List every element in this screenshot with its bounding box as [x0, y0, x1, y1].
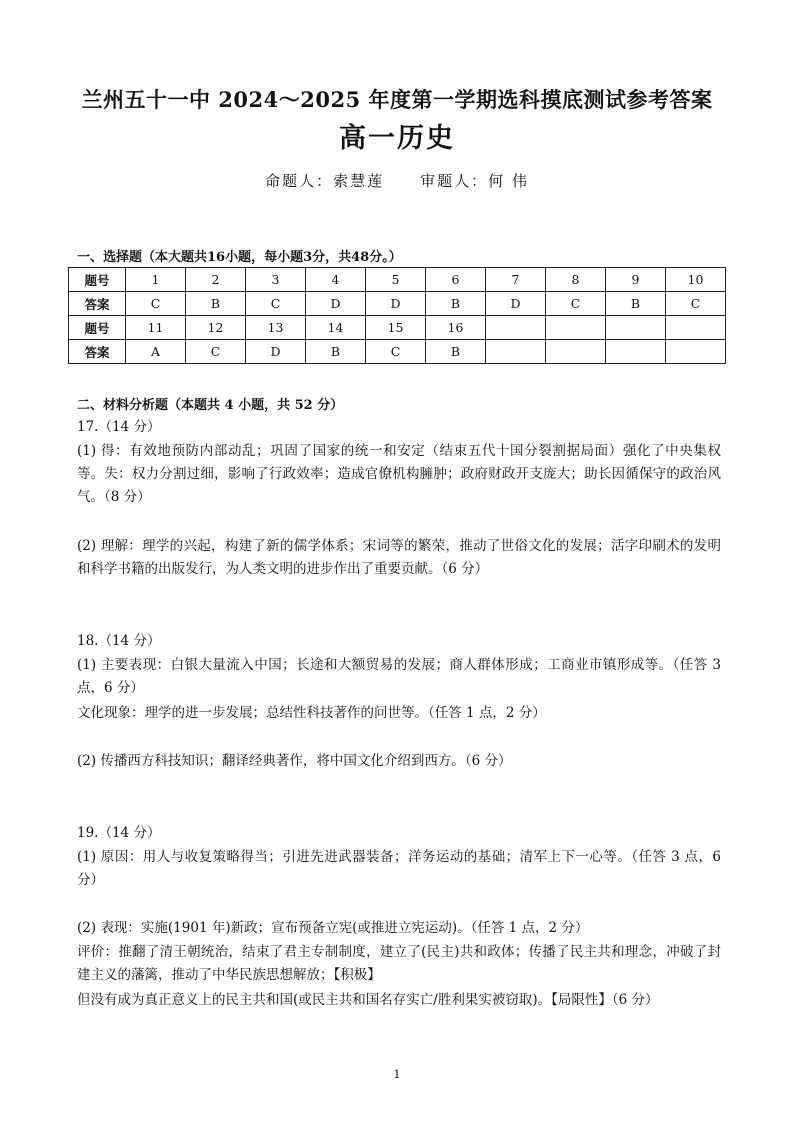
- q17-part2: (2) 理解：理学的兴起，构建了新的儒学体系；宋词等的繁荣，推动了世俗文化的发展；活字印刷术的发明和科学书籍的出版发行，为人类文明的进步作出了重要贡献。（6 分）: [77, 538, 721, 577]
- answer-cell: A: [126, 340, 186, 364]
- answer-table: [68, 267, 726, 364]
- table-row: [69, 340, 726, 364]
- question-number: 16: [426, 316, 486, 340]
- question-number: 10: [666, 268, 726, 292]
- q18-part1: (1) 主要表现：白银大量流入中国；长途和大额贸易的发展；商人群体形成；工商业市镇形成等。（任答 3 点，6 分）: [77, 657, 721, 696]
- row-label: 题号: [69, 316, 126, 340]
- answer-cell: [606, 340, 666, 364]
- question-number: 6: [426, 268, 486, 292]
- question-number: 9: [606, 268, 666, 292]
- question-number: 5: [366, 268, 426, 292]
- table-row: [69, 268, 726, 292]
- q17-title: 17.（14 分）: [77, 419, 161, 435]
- question-number: 11: [126, 316, 186, 340]
- document-title: 兰州五十一中 2024～2025 年度第一学期选科摸底测试参考答案: [81, 87, 713, 112]
- answer-cell: B: [426, 292, 486, 316]
- question-reviewer: 审题人：何 伟: [420, 172, 529, 190]
- answer-cell: D: [366, 292, 426, 316]
- row-label: 题号: [69, 268, 126, 292]
- question-number: [666, 316, 726, 340]
- q19-evaluation: 评价：推翻了清王朝统治，结束了君主专制制度，建立了(民主)共和政体；传播了民主共和理念，冲破了封建主义的藩篱，推动了中华民族思想解放；【积极】: [77, 944, 721, 983]
- question-number: 14: [306, 316, 366, 340]
- question-number: [606, 316, 666, 340]
- q17-part1: (1) 得：有效地预防内部动乱；巩固了国家的统一和安定（结束五代十国分裂割据局面）强化了中央集权等。失：权力分割过细，影响了行政效率；造成官僚机构臃肿；政府财政开支庞大；助长因循保守的政治风气。（8 分）: [77, 443, 721, 505]
- answer-cell: D: [246, 340, 306, 364]
- answer-cell: [546, 340, 606, 364]
- row-label: 答案: [69, 340, 126, 364]
- page-number: 1: [393, 1068, 401, 1081]
- section2-heading: 二、材料分析题（本题共 4 小题，共 52 分）: [77, 398, 344, 413]
- question-number: 8: [546, 268, 606, 292]
- answer-cell: B: [186, 292, 246, 316]
- question-number: 13: [246, 316, 306, 340]
- answer-cell: C: [186, 340, 246, 364]
- answer-cell: B: [426, 340, 486, 364]
- question-setter: 命题人：索慧莲: [265, 172, 385, 190]
- q19-part2: (2) 表现：实施(1901 年)新政；宣布预备立宪(或推进立宪运动)。（任答 1 点，2 分）: [77, 920, 589, 936]
- q19-part1: (1) 原因：用人与收复策略得当；引进先进武器装备；洋务运动的基础；清军上下一心等。（任答 3 点，6 分）: [77, 849, 721, 888]
- answer-cell: D: [486, 292, 546, 316]
- q18-title: 18.（14 分）: [77, 633, 161, 649]
- question-number: 7: [486, 268, 546, 292]
- subject-title: 高一历史: [339, 123, 455, 154]
- section1-heading: 一、选择题（本大题共16小题，每小题3分，共48分。）: [77, 250, 402, 265]
- answer-cell: D: [306, 292, 366, 316]
- q18-part1-culture: 文化现象：理学的进一步发展；总结性科技著作的问世等。（任答 1 点，2 分）: [77, 705, 546, 721]
- answer-cell: C: [246, 292, 306, 316]
- answer-cell: C: [666, 292, 726, 316]
- answer-cell: [486, 340, 546, 364]
- table-row: [69, 292, 726, 316]
- question-number: 4: [306, 268, 366, 292]
- question-number: 12: [186, 316, 246, 340]
- row-label: 答案: [69, 292, 126, 316]
- table-row: [69, 316, 726, 340]
- question-number: 15: [366, 316, 426, 340]
- answer-cell: B: [606, 292, 666, 316]
- question-number: 3: [246, 268, 306, 292]
- q19-title: 19.（14 分）: [77, 825, 161, 841]
- question-number: [486, 316, 546, 340]
- answer-cell: C: [366, 340, 426, 364]
- question-number: [546, 316, 606, 340]
- q19-limitation: 但没有成为真正意义上的民主共和国(或民主共和国名存实亡/胜利果实被窃取)。【局限性】（6 分）: [77, 992, 659, 1008]
- answer-cell: C: [546, 292, 606, 316]
- answer-cell: [666, 340, 726, 364]
- question-number: 1: [126, 268, 186, 292]
- q18-part2: (2) 传播西方科技知识；翻译经典著作，将中国文化介绍到西方。（6 分）: [77, 753, 512, 769]
- question-number: 2: [186, 268, 246, 292]
- answer-cell: C: [126, 292, 186, 316]
- author-line: [0, 170, 794, 191]
- answer-cell: B: [306, 340, 366, 364]
